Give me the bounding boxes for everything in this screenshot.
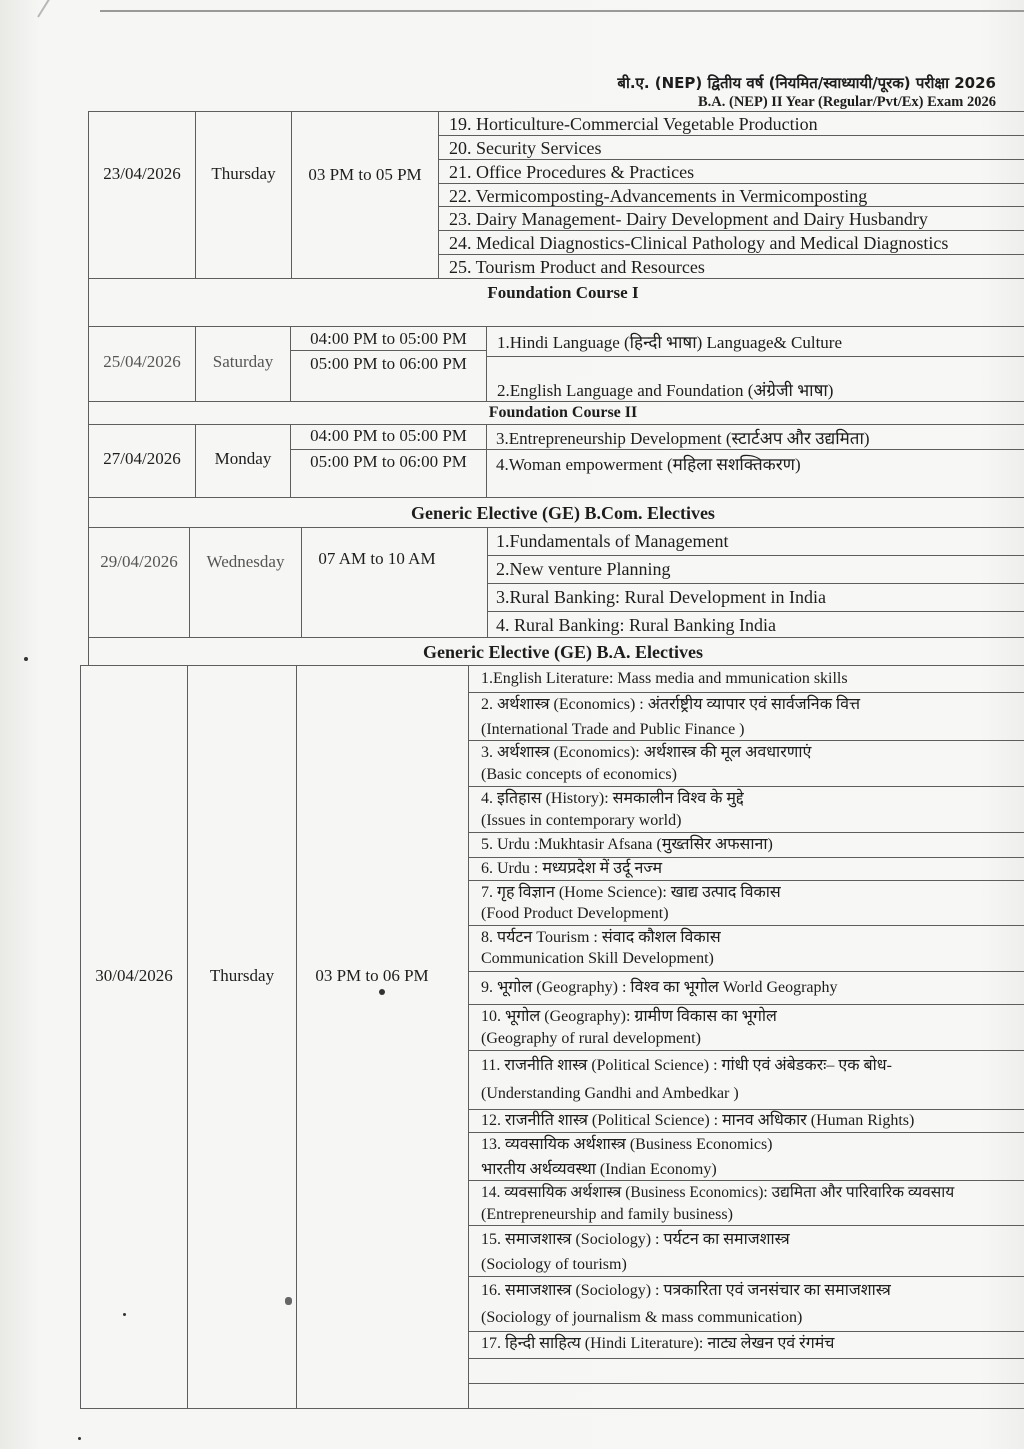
ge-ba-paper-15-line1: 15. समाजशास्त्र (Sociology) : पर्यटन का समाजशास्त्र: [481, 1231, 790, 1248]
ge-bcom-paper-1: 1.Fundamentals of Management: [496, 531, 729, 551]
exam-title-english: B.A. (NEP) II Year (Regular/Pvt/Ex) Exam 2026: [697, 94, 996, 110]
block1-paper-19: 19. Horticulture-Commercial Vegetable Production: [449, 114, 818, 134]
ge-ba-paper-15-line2: (Sociology of tourism): [481, 1256, 627, 1273]
scan-speck: [285, 1297, 292, 1305]
ge-ba-paper-12: 12. राजनीति शास्त्र (Political Science) : मानव अधिकार (Human Rights): [481, 1112, 915, 1129]
exam-header: [617, 74, 996, 112]
ge-ba-paper-3-line2: (Basic concepts of economics): [481, 766, 677, 783]
ge-ba-date: 30/04/2026: [95, 966, 173, 985]
ge-ba-paper-10-line2: (Geography of rural development): [481, 1030, 701, 1047]
ge-ba-paper-7-line1: 7. गृह विज्ञान (Home Science): खाद्य उत्पाद विकास: [481, 884, 781, 901]
block1-paper-20: 20. Security Services: [449, 138, 602, 158]
block1-day: Thursday: [211, 164, 276, 183]
ge-ba-paper-16-line1: 16. समाजशास्त्र (Sociology) : पत्रकारिता एवं जनसंचार का समाजशास्त्र: [481, 1282, 891, 1299]
block1-paper-25: 25. Tourism Product and Resources: [449, 257, 705, 277]
ge-ba-time: 03 PM to 06 PM: [315, 966, 429, 985]
ge-ba-paper-13-line1: 13. व्यवसायिक अर्थशास्त्र (Business Economics): [481, 1136, 773, 1153]
ge-ba-paper-7-line2: (Food Product Development): [481, 905, 669, 922]
ge-ba-heading: Generic Elective (GE) B.A. Electives: [423, 642, 703, 662]
foundation1-date: 25/04/2026: [103, 352, 181, 371]
block1-paper-23: 23. Dairy Management- Dairy Development and Dairy Husbandry: [449, 209, 928, 229]
foundation1-paper1: 1.Hindi Language (हिन्दी भाषा) Language& Culture: [497, 333, 842, 352]
ge-bcom-heading: Generic Elective (GE) B.Com. Electives: [411, 503, 715, 523]
ge-ba-paper-1: 1.English Literature: Mass media and mmunication skills: [481, 670, 848, 687]
ge-ba-paper-8-line1: 8. पर्यटन Tourism : संवाद कौशल विकास: [481, 929, 721, 946]
scan-speck: [24, 657, 28, 661]
ge-bcom-date: 29/04/2026: [100, 552, 178, 571]
foundation1-time2: 05:00 PM to 06:00 PM: [310, 354, 467, 373]
ge-ba-time-cell: [296, 665, 469, 1409]
scan-top-edge: [100, 10, 1024, 12]
exam-title-hindi: बी.ए. (NEP) द्वितीय वर्ष (नियमित/स्वाध्यायी/पूरक) परीक्षा 2026: [617, 74, 996, 92]
ge-ba-paper-2-line1: 2. अर्थशास्त्र (Economics) : अंतर्राष्ट्रीय व्यापार एवं सार्वजनिक वित्त: [481, 696, 861, 713]
foundation2-paper1: 3.Entrepreneurship Development (स्टार्टअप और उद्यमिता): [496, 429, 870, 448]
ge-ba-paper-row-empty: [468, 1383, 1024, 1409]
ge-ba-date-cell: [80, 665, 188, 1409]
ge-ba-paper-4-line1: 4. इतिहास (History): समकालीन विश्व के मुद्दे: [481, 790, 744, 807]
ge-bcom-time: 07 AM to 10 AM: [318, 549, 436, 568]
block1-date-cell: [88, 111, 196, 279]
ge-ba-paper-13-line2: भारतीय अर्थव्यवस्था (Indian Economy): [481, 1161, 717, 1178]
ge-bcom-paper-2: 2.New venture Planning: [496, 559, 671, 579]
ge-ba-paper-5: 5. Urdu :Mukhtasir Afsana (मुख्तसिर अफसाना): [481, 836, 773, 853]
ge-ba-paper-11-line2: (Understanding Gandhi and Ambedkar ): [481, 1085, 739, 1102]
ge-ba-paper-9: 9. भूगोल (Geography) : विश्व का भूगोल World Geography: [481, 979, 838, 996]
ge-ba-paper-11-line1: 11. राजनीति शास्त्र (Political Science) : गांधी एवं अंबेडकरः– एक बोध-: [481, 1057, 892, 1074]
foundation2-day: Monday: [214, 449, 272, 468]
foundation1-heading: Foundation Course I: [487, 283, 639, 302]
block1-paper-21: 21. Office Procedures & Practices: [449, 162, 695, 182]
ge-bcom-paper-4: 4. Rural Banking: Rural Banking India: [496, 615, 776, 635]
ge-ba-paper-3-line1: 3. अर्थशास्त्र (Economics): अर्थशास्त्र की मूल अवधारणाएं: [481, 744, 812, 761]
ge-ba-paper-8-line2: Communication Skill Development): [481, 950, 714, 967]
foundation1-time1: 04:00 PM to 05:00 PM: [310, 329, 467, 348]
scan-speck: [379, 989, 385, 995]
foundation2-paper2: 4.Woman empowerment (महिला सशक्तिकरण): [496, 455, 801, 474]
ge-ba-paper-14-line2: (Entrepreneurship and family business): [481, 1206, 733, 1223]
ge-bcom-paper-3: 3.Rural Banking: Rural Development in India: [496, 587, 826, 607]
ge-bcom-time-cell: [301, 527, 488, 638]
foundation2-time1: 04:00 PM to 05:00 PM: [310, 426, 467, 445]
ge-ba-paper-17: 17. हिन्दी साहित्य (Hindi Literature): नाट्य लेखन एवं रंगमंच: [481, 1335, 835, 1352]
ge-ba-paper-14-line1: 14. व्यवसायिक अर्थशास्त्र (Business Economics): उद्यमिता और पारिवारिक व्यवसाय: [481, 1184, 955, 1201]
ge-ba-paper-16-line2: (Sociology of journalism & mass communication): [481, 1309, 803, 1326]
ge-ba-paper-6: 6. Urdu : मध्यप्रदेश में उर्दू नज्म: [481, 860, 663, 877]
ge-bcom-date-cell: [88, 527, 190, 638]
ge-bcom-day: Wednesday: [206, 552, 285, 571]
block1-date: 23/04/2026: [103, 164, 181, 183]
ge-ba-paper-4-line2: (Issues in contemporary world): [481, 812, 682, 829]
foundation2-date: 27/04/2026: [103, 449, 181, 468]
block1-day-cell: [195, 111, 292, 279]
foundation2-heading: Foundation Course II: [488, 404, 638, 421]
foundation2-time2: 05:00 PM to 06:00 PM: [310, 452, 467, 471]
block1-paper-22: 22. Vermicomposting-Advancements in Vermicomposting: [449, 186, 868, 206]
ge-ba-day: Thursday: [209, 966, 275, 985]
foundation1-paper2: 2.English Language and Foundation (अंग्रेजी भाषा): [497, 381, 834, 400]
block1-time-cell: [291, 111, 439, 279]
ge-ba-paper-2-line2: (International Trade and Public Finance ): [481, 721, 745, 738]
scan-speck: [78, 1437, 81, 1440]
ge-ba-day-cell: [187, 665, 297, 1409]
block1-time: 03 PM to 05 PM: [308, 165, 422, 184]
ge-ba-paper-10-line1: 10. भूगोल (Geography): ग्रामीण विकास का भूगोल: [481, 1008, 777, 1025]
ge-bcom-day-cell: [189, 527, 302, 638]
block1-paper-24: 24. Medical Diagnostics-Clinical Pathology and Medical Diagnostics: [449, 233, 949, 253]
ge-ba-paper-row-empty: [468, 1358, 1024, 1384]
scan-speck: [123, 1313, 126, 1316]
foundation1-day: Saturday: [212, 352, 274, 371]
